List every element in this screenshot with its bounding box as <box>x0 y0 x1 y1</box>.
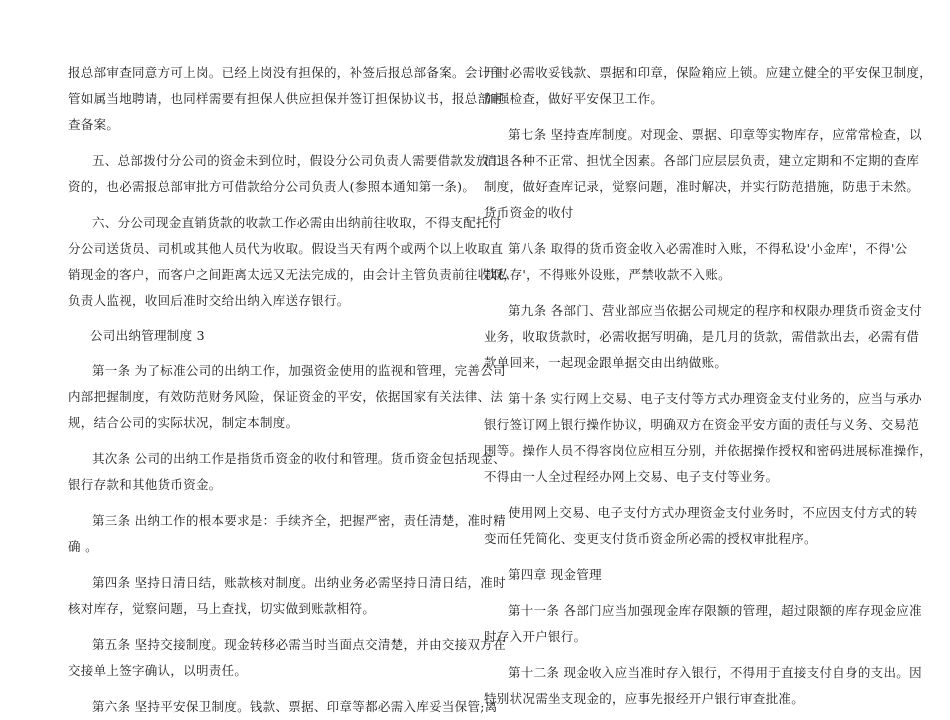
right-text-line: 时存入开户银行。 <box>484 629 587 644</box>
left-text-line: 确 。 <box>68 539 98 554</box>
right-text-line: 业务，收取货款时，必需收据写明确，是几月的货款，需借款出去，必需有借 <box>484 329 920 344</box>
left-text-line: 其次条 公司的出纳工作是指货币资金的收付和管理。货币资金包括现金、 <box>92 451 506 466</box>
left-text-line: 第四条 坚持日清日结，账款核对制度。出纳业务必需坚持日清日结，准时 <box>92 575 506 590</box>
right-text-line: 第十条 实行网上交易、电子支付等方式办理资金支付业务的，应当与承办 <box>508 391 922 406</box>
right-text-line: 不得由一人全过程经办网上交易、电子支付等业务。 <box>484 469 779 484</box>
left-text-line: 资的，也必需报总部审批方可借款给分公司负责人(参照本通知第一条)。 <box>68 179 476 194</box>
right-text-line: 第七条 坚持查库制度。对现金、票据、印章等实物库存，应常常检查，以 <box>508 127 922 142</box>
right-text-line: 第十二条 现金收入应当准时存入银行，不得用于直接支付自身的支出。因 <box>508 665 922 680</box>
left-text-line: 交接单上签字确认，以明责任。 <box>68 663 248 678</box>
left-text-line: 第五条 坚持交接制度。现金转移必需当时当面点交清楚，并由交接双方在 <box>92 637 506 652</box>
left-text-line: 第六条 坚持平安保卫制度。钱款、票据、印章等都必需入库妥当保管;离 <box>92 699 498 714</box>
right-text-line: 款私存'，不得账外设账，严禁收款不入账。 <box>484 267 731 282</box>
left-text-line: 销现金的客户，而客户之间距离太远又无法完成的，由会计主管负责前往收取， <box>68 267 517 282</box>
left-text-line: 第三条 出纳工作的根本要求是：手续齐全，把握严密，责任清楚，准时精 <box>92 513 506 528</box>
right-text-line: 特别状况需坐支现金的，应事先报经开户银行审查批准。 <box>484 691 805 706</box>
left-text-line: 负责人监视，收回后准时交给出纳入库送存银行。 <box>68 293 350 308</box>
right-text-line: 货币资金的收付 <box>484 205 574 220</box>
left-text-line: 管如属当地聘请，也同样需要有担保人供应担保并签订担保协议书，报总部审 <box>68 91 504 106</box>
left-text-line: 银行存款和其他货币资金。 <box>68 477 222 492</box>
right-text-line: 围等。操作人员不得容岗位应相互分别，并依据操作授权和密码进展标准操作， <box>484 443 933 458</box>
left-text-line: 五、总部拨付分公司的资金未到位时，假设分公司负责人需要借款发放工 <box>92 153 502 168</box>
left-text-line: 查备案。 <box>68 117 120 132</box>
right-text-line: 制度，做好查库记录，觉察问题，准时解决，并实行防范措施，防患于未然。 <box>484 179 920 194</box>
right-text-line: 第九条 各部门、营业部应当依据公司规定的程序和权限办理货币资金支付 <box>508 303 922 318</box>
left-text-line: 第一条 为了标准公司的出纳工作，加强资金使用的监视和管理，完善公司 <box>92 363 506 378</box>
right-text-line: 消退各种不正常、担忧全因素。各部门应层层负责，建立定期和不定期的查库 <box>484 153 920 168</box>
right-text-line: 使用网上交易、电子支付方式办理资金支付业务时，不应因支付方式的转 <box>508 505 918 520</box>
left-text-line: 六、分公司现金直销货款的收款工作必需由出纳前往收取，不得支配托付 <box>92 215 502 230</box>
left-text-line: 报总部审查同意方可上岗。已经上岗没有担保的，补签后报总部备案。会计主 <box>68 65 504 80</box>
left-text-line: 核对库存，觉察问题，马上查找，切实做到账款相符。 <box>68 601 376 616</box>
right-text-line: 第八条 取得的货币资金收入必需准时入账，不得私设'小金库'，不得'公 <box>508 241 908 256</box>
right-text-line: 第四章 现金管理 <box>508 567 602 582</box>
left-text-line: 公司出纳管理制度 3 <box>90 328 205 343</box>
right-text-line: 第十一条 各部门应当加强现金库存限额的管理，超过限额的库存现金应准 <box>508 603 922 618</box>
left-text-line: 内部把握制度，有效防范财务风险，保证资金的平安，依据国家有关法律、法 <box>68 389 504 404</box>
right-text-line: 开时必需收妥钱款、票据和印章，保险箱应上锁。应建立健全的平安保卫制度， <box>484 65 933 80</box>
right-text-line: 银行签订网上银行操作协议，明确双方在资金平安方面的责任与义务、交易范 <box>484 417 920 432</box>
left-text-line: 分公司送货员、司机或其他人员代为收取。假设当天有两个或两个以上收取直 <box>68 241 504 256</box>
right-text-line: 加强检查，做好平安保卫工作。 <box>484 91 664 106</box>
right-text-line: 变而任凭简化、变更支付货币资金所必需的授权审批程序。 <box>484 531 817 546</box>
right-text-line: 款单回来，一起现金跟单据交由出纳做账。 <box>484 355 728 370</box>
left-text-line: 规，结合公司的实际状况，制定本制度。 <box>68 415 299 430</box>
